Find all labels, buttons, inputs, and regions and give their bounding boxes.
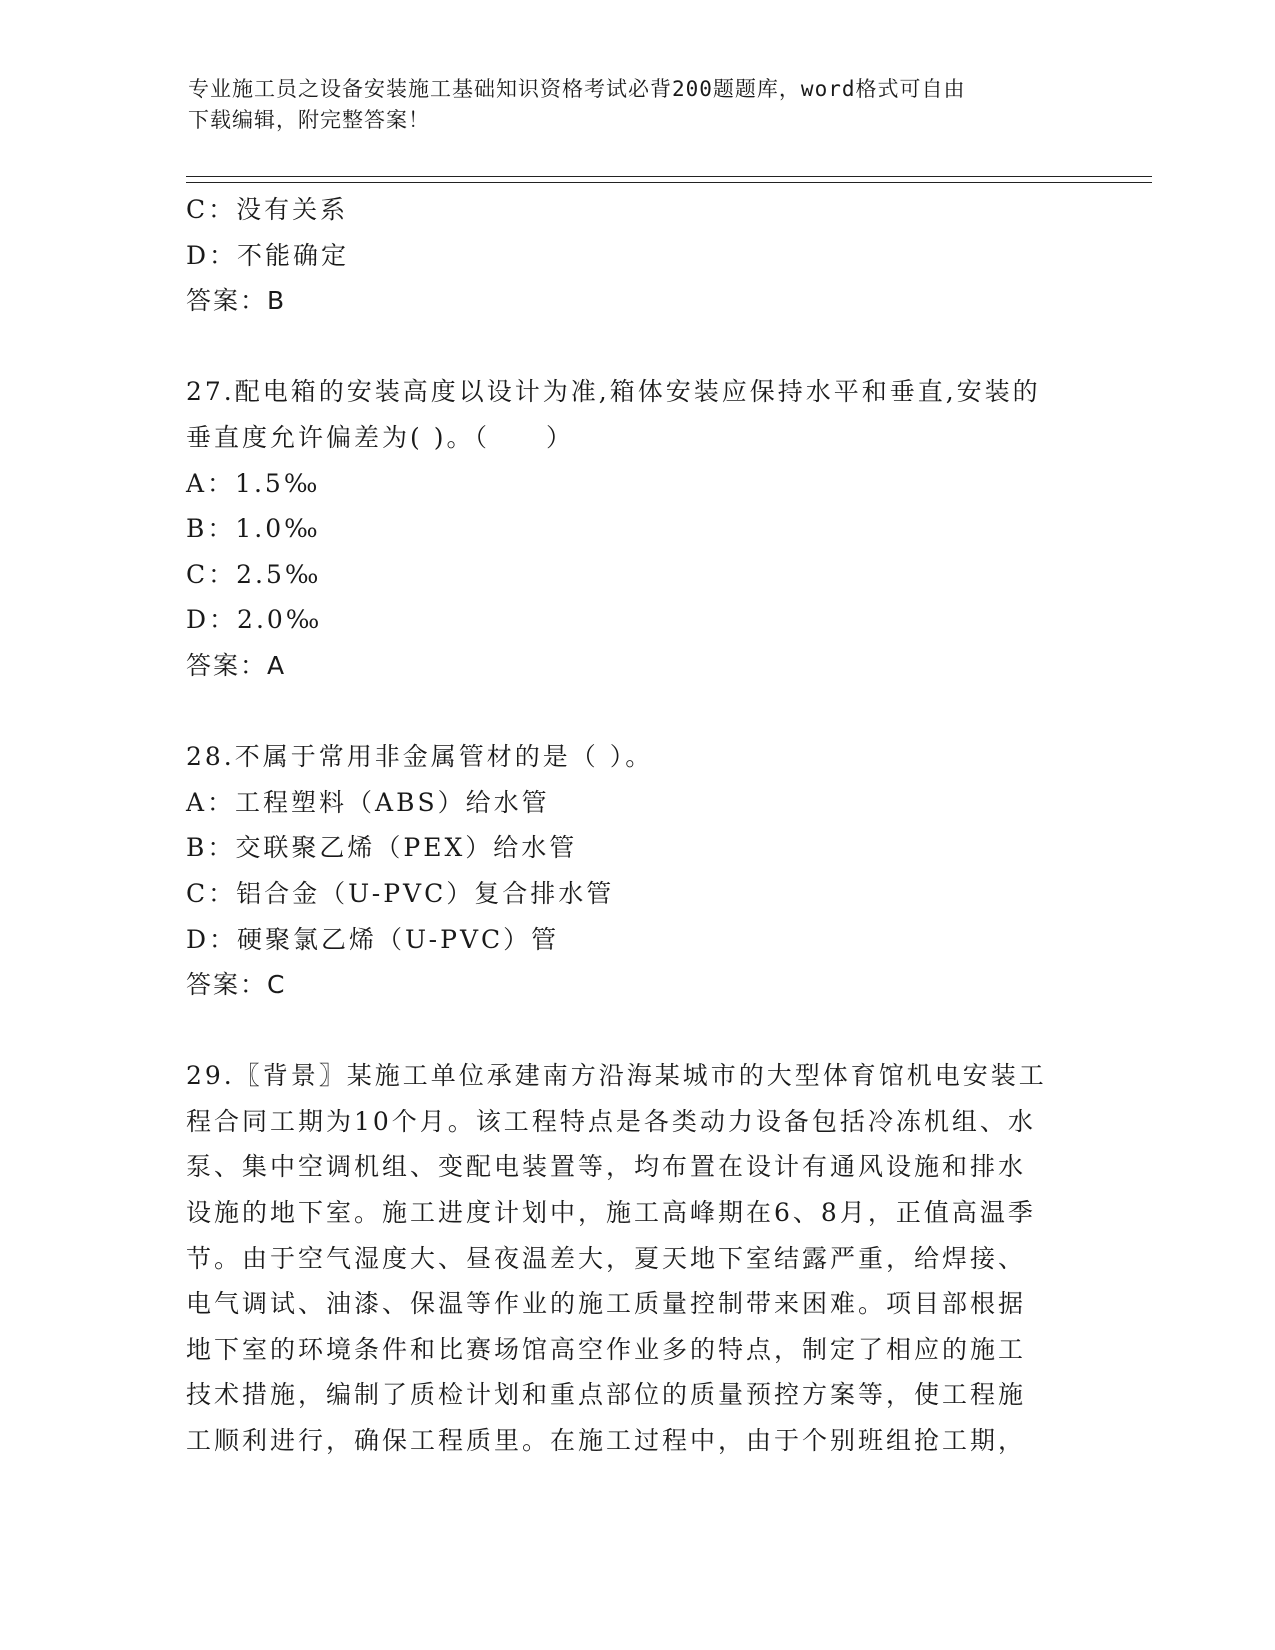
answer-line: 答案：C	[186, 970, 287, 1000]
document-body	[186, 187, 1106, 1464]
question-text: 节。由于空气湿度大、昼夜温差大，夏天地下室结露严重，给焊接、	[186, 1243, 1027, 1273]
question-text: 泵、集中空调机组、变配电装置等，均布置在设计有通风设施和排水	[186, 1152, 1027, 1182]
page-header	[188, 74, 1068, 136]
option-b: B：1.0‰	[186, 514, 321, 544]
answer-line: 答案：B	[186, 286, 287, 316]
option-c: C：2.5‰	[186, 559, 322, 589]
option-c: C：铝合金（U-PVC）复合排水管	[186, 878, 615, 908]
option-d: D：硬聚氯乙烯（U-PVC）管	[186, 924, 560, 954]
question-text: 垂直度允许偏差为( )。（ ）	[186, 422, 574, 452]
question-text: 29.〖背景〗某施工单位承建南方沿海某城市的大型体育馆机电安装工	[186, 1061, 1047, 1091]
header-divider-top	[186, 176, 1152, 177]
question-text: 程合同工期为10个月。该工程特点是各类动力设备包括冷冻机组、水	[186, 1106, 1036, 1136]
header-divider-bottom	[186, 182, 1152, 183]
question-text: 27.配电箱的安装高度以设计为准,箱体安装应保持水平和垂直,安装的	[186, 377, 1041, 407]
header-title-line-2: 下载编辑，附完整答案！	[188, 108, 430, 132]
question-text: 技术措施，编制了质检计划和重点部位的质量预控方案等，使工程施	[186, 1380, 1027, 1410]
spacer	[186, 324, 1106, 370]
spacer	[186, 689, 1106, 735]
question-text: 地下室的环境条件和比赛场馆高空作业多的特点，制定了相应的施工	[186, 1334, 1027, 1364]
option-c: C：没有关系	[186, 195, 349, 224]
question-27	[186, 369, 1106, 688]
spacer	[186, 1008, 1106, 1054]
option-d: D：2.0‰	[186, 605, 323, 635]
option-b: B：交联聚乙烯（PEX）给水管	[186, 833, 578, 863]
question-text: 28.不属于常用非金属管材的是（ ）。	[186, 742, 654, 772]
option-a: A：1.5‰	[186, 468, 321, 498]
option-a: A：工程塑料（ABS）给水管	[186, 787, 550, 817]
question-text: 电气调试、油漆、保温等作业的施工质量控制带来困难。项目部根据	[186, 1289, 1027, 1319]
previous-question-tail	[186, 187, 1106, 324]
question-text: 工顺利进行，确保工程质里。在施工过程中，由于个别班组抢工期，	[186, 1426, 1027, 1456]
option-d: D：不能确定	[186, 240, 350, 270]
answer-line: 答案：A	[186, 650, 287, 680]
question-28	[186, 734, 1106, 1008]
header-title-line-1: 专业施工员之设备安装施工基础知识资格考试必背200题题库，word格式可自由	[188, 77, 966, 101]
question-29	[186, 1053, 1106, 1463]
question-text: 设施的地下室。施工进度计划中，施工高峰期在6、8月，正值高温季	[186, 1198, 1036, 1228]
